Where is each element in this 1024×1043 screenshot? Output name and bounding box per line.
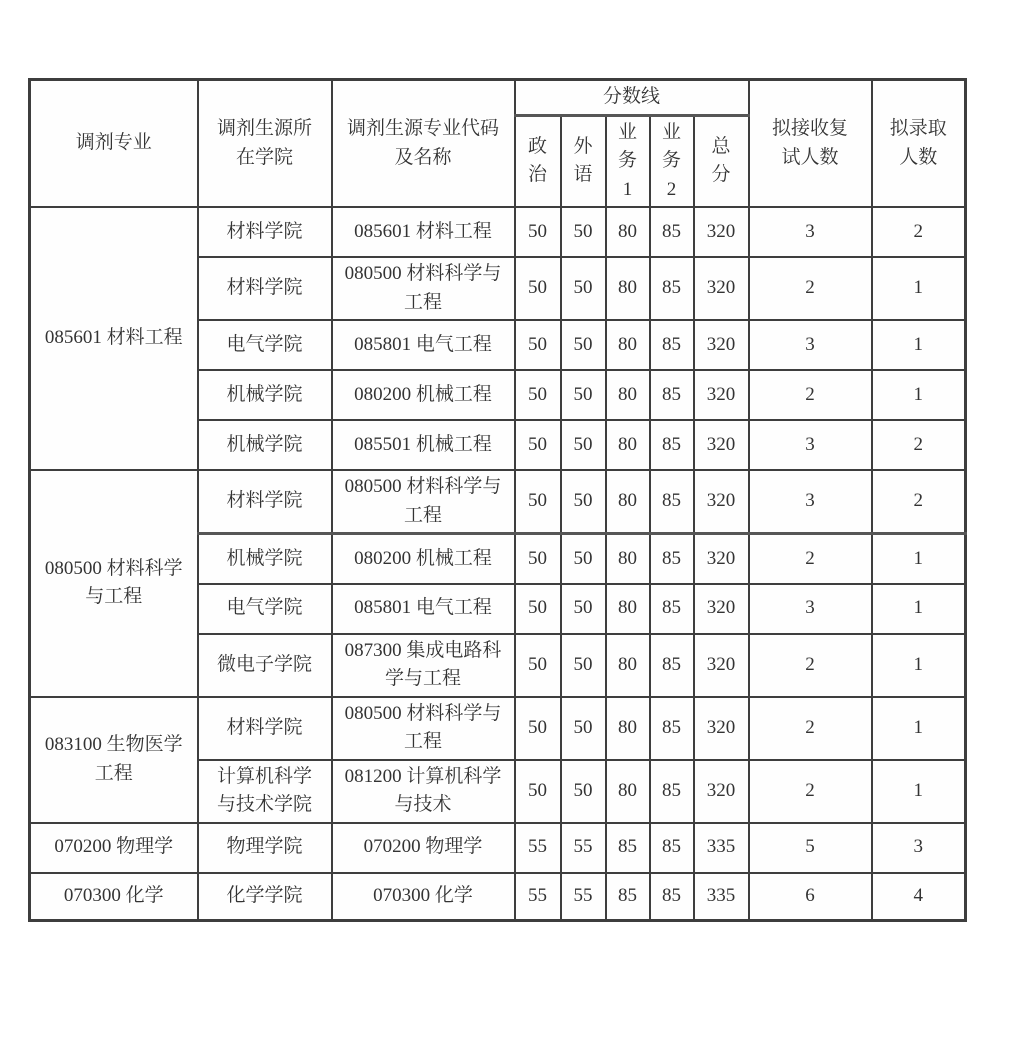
admit-count-cell: 1 [872, 584, 966, 634]
politics-score-cell: 50 [515, 370, 561, 420]
subject1-score-cell: 80 [606, 420, 650, 470]
college-cell: 计算机科学与技术学院 [198, 760, 332, 823]
source-major-cell: 087300 集成电路科学与工程 [332, 634, 515, 697]
total-score-cell: 320 [694, 697, 749, 760]
college-cell: 电气学院 [198, 320, 332, 370]
major-cell: 080500 材料科学与工程 [30, 470, 198, 697]
header-retest-count: 拟接收复试人数 [749, 80, 872, 208]
total-score-cell: 320 [694, 470, 749, 534]
foreign-score-cell: 50 [561, 760, 606, 823]
source-major-cell: 070200 物理学 [332, 823, 515, 873]
college-cell: 材料学院 [198, 697, 332, 760]
subject2-score-cell: 85 [650, 470, 694, 534]
politics-score-cell: 50 [515, 584, 561, 634]
subject2-score-cell: 85 [650, 823, 694, 873]
retest-count-cell: 3 [749, 420, 872, 470]
admit-count-cell: 3 [872, 823, 966, 873]
subject1-score-cell: 80 [606, 207, 650, 257]
foreign-score-cell: 50 [561, 634, 606, 697]
admit-count-cell: 1 [872, 760, 966, 823]
source-major-cell: 080500 材料科学与工程 [332, 697, 515, 760]
total-score-cell: 320 [694, 370, 749, 420]
total-score-cell: 335 [694, 873, 749, 921]
source-major-cell: 080500 材料科学与工程 [332, 257, 515, 320]
subject2-score-cell: 85 [650, 370, 694, 420]
total-score-cell: 320 [694, 257, 749, 320]
foreign-score-cell: 50 [561, 320, 606, 370]
subject2-score-cell: 85 [650, 634, 694, 697]
table-row [30, 470, 966, 534]
foreign-score-cell: 50 [561, 207, 606, 257]
header-source-code-name: 调剂生源专业代码及名称 [332, 80, 515, 208]
subject2-score-cell: 85 [650, 697, 694, 760]
college-cell: 电气学院 [198, 584, 332, 634]
foreign-score-cell: 55 [561, 823, 606, 873]
college-cell: 材料学院 [198, 207, 332, 257]
politics-score-cell: 50 [515, 697, 561, 760]
foreign-score-cell: 55 [561, 873, 606, 921]
subject2-score-cell: 85 [650, 207, 694, 257]
subject2-score-cell: 85 [650, 534, 694, 584]
source-major-cell: 085501 机械工程 [332, 420, 515, 470]
subject1-score-cell: 80 [606, 470, 650, 534]
subject2-score-cell: 85 [650, 760, 694, 823]
subject2-score-cell: 85 [650, 584, 694, 634]
admit-count-cell: 1 [872, 257, 966, 320]
document-page [0, 78, 1024, 1043]
politics-score-cell: 50 [515, 634, 561, 697]
total-score-cell: 335 [694, 823, 749, 873]
subject1-score-cell: 80 [606, 760, 650, 823]
retest-count-cell: 3 [749, 470, 872, 534]
subject1-score-cell: 80 [606, 370, 650, 420]
politics-score-cell: 50 [515, 420, 561, 470]
retest-count-cell: 2 [749, 634, 872, 697]
foreign-score-cell: 50 [561, 257, 606, 320]
header-subject1 [606, 115, 650, 207]
retest-count-cell: 2 [749, 257, 872, 320]
foreign-score-cell: 50 [561, 420, 606, 470]
table-row [30, 823, 966, 873]
header-major: 调剂专业 [30, 80, 198, 208]
source-major-cell: 085801 电气工程 [332, 320, 515, 370]
admit-count-cell: 1 [872, 634, 966, 697]
header-politics [515, 115, 561, 207]
foreign-score-cell: 50 [561, 584, 606, 634]
college-cell: 机械学院 [198, 534, 332, 584]
source-major-cell: 080200 机械工程 [332, 534, 515, 584]
total-score-cell: 320 [694, 634, 749, 697]
college-cell: 材料学院 [198, 470, 332, 534]
subject2-score-cell: 85 [650, 320, 694, 370]
source-major-cell: 080200 机械工程 [332, 370, 515, 420]
subject1-score-cell: 80 [606, 534, 650, 584]
total-score-label: 总分 [711, 135, 731, 186]
subject2-score-cell: 85 [650, 420, 694, 470]
retest-count-cell: 2 [749, 697, 872, 760]
politics-score-cell: 50 [515, 320, 561, 370]
source-major-cell: 081200 计算机科学与技术 [332, 760, 515, 823]
admit-count-cell: 4 [872, 873, 966, 921]
subject1-score-cell: 80 [606, 584, 650, 634]
foreign-language-label: 外语 [573, 135, 593, 186]
admit-count-cell: 1 [872, 370, 966, 420]
header-subject2 [650, 115, 694, 207]
politics-score-cell: 50 [515, 207, 561, 257]
college-cell: 微电子学院 [198, 634, 332, 697]
total-score-cell: 320 [694, 420, 749, 470]
retest-count-cell: 2 [749, 370, 872, 420]
college-cell: 材料学院 [198, 257, 332, 320]
subject2-score-cell: 85 [650, 873, 694, 921]
admit-count-cell: 2 [872, 207, 966, 257]
table-row [30, 207, 966, 257]
header-score-line-group: 分数线 [515, 80, 749, 116]
politics-score-cell: 50 [515, 257, 561, 320]
college-cell: 机械学院 [198, 370, 332, 420]
major-cell: 085601 材料工程 [30, 207, 198, 470]
subject1-score-cell: 85 [606, 873, 650, 921]
foreign-score-cell: 50 [561, 534, 606, 584]
admit-count-cell: 1 [872, 697, 966, 760]
foreign-score-cell: 50 [561, 470, 606, 534]
subject2-score-cell: 85 [650, 257, 694, 320]
subject1-score-cell: 80 [606, 697, 650, 760]
subject1-label: 业务1 [617, 121, 637, 200]
foreign-score-cell: 50 [561, 697, 606, 760]
header-total-score [694, 115, 749, 207]
header-foreign-language [561, 115, 606, 207]
politics-score-cell: 50 [515, 760, 561, 823]
retest-count-cell: 3 [749, 320, 872, 370]
header-admit-count: 拟录取人数 [872, 80, 966, 208]
total-score-cell: 320 [694, 584, 749, 634]
subject1-score-cell: 80 [606, 320, 650, 370]
politics-score-cell: 55 [515, 823, 561, 873]
college-cell: 物理学院 [198, 823, 332, 873]
header-row-top [30, 80, 966, 116]
total-score-cell: 320 [694, 207, 749, 257]
total-score-cell: 320 [694, 320, 749, 370]
header-source-college: 调剂生源所在学院 [198, 80, 332, 208]
admit-count-cell: 2 [872, 420, 966, 470]
politics-label: 政治 [527, 135, 547, 186]
major-cell: 083100 生物医学工程 [30, 697, 198, 823]
major-cell: 070300 化学 [30, 873, 198, 921]
source-major-cell: 085801 电气工程 [332, 584, 515, 634]
subject1-score-cell: 80 [606, 634, 650, 697]
subject1-score-cell: 85 [606, 823, 650, 873]
major-cell: 070200 物理学 [30, 823, 198, 873]
source-major-cell: 080500 材料科学与工程 [332, 470, 515, 534]
source-major-cell: 070300 化学 [332, 873, 515, 921]
politics-score-cell: 55 [515, 873, 561, 921]
table-row [30, 697, 966, 760]
total-score-cell: 320 [694, 760, 749, 823]
retest-count-cell: 3 [749, 207, 872, 257]
retest-count-cell: 5 [749, 823, 872, 873]
retest-count-cell: 2 [749, 534, 872, 584]
politics-score-cell: 50 [515, 470, 561, 534]
total-score-cell: 320 [694, 534, 749, 584]
transfer-score-table [28, 78, 967, 922]
college-cell: 化学学院 [198, 873, 332, 921]
admit-count-cell: 1 [872, 534, 966, 584]
admit-count-cell: 1 [872, 320, 966, 370]
admit-count-cell: 2 [872, 470, 966, 534]
table-row [30, 873, 966, 921]
subject1-score-cell: 80 [606, 257, 650, 320]
foreign-score-cell: 50 [561, 370, 606, 420]
source-major-cell: 085601 材料工程 [332, 207, 515, 257]
politics-score-cell: 50 [515, 534, 561, 584]
subject2-label: 业务2 [661, 121, 681, 200]
college-cell: 机械学院 [198, 420, 332, 470]
retest-count-cell: 6 [749, 873, 872, 921]
retest-count-cell: 3 [749, 584, 872, 634]
retest-count-cell: 2 [749, 760, 872, 823]
